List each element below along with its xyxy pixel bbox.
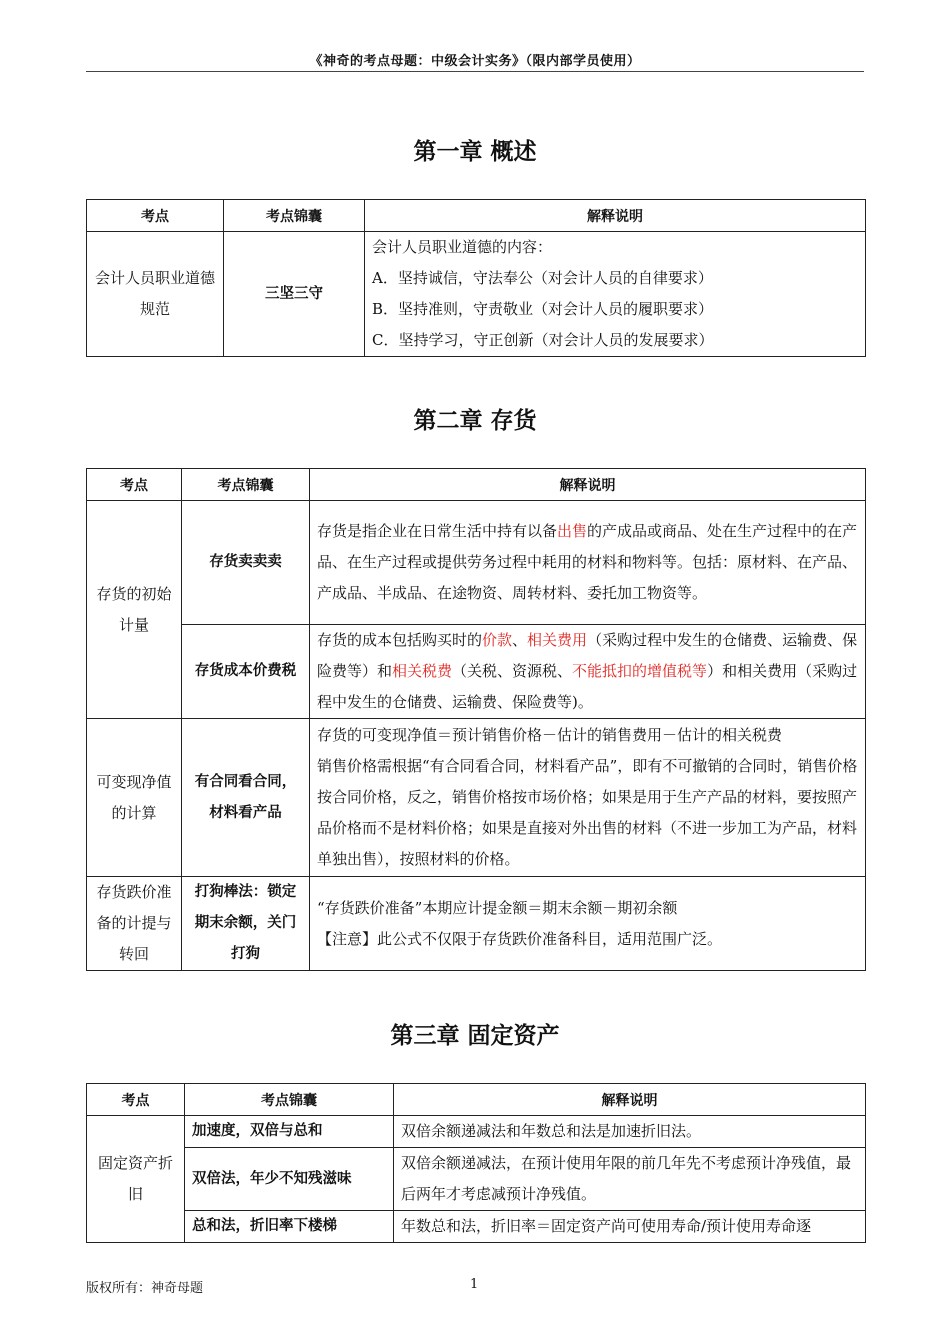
tip-cell: 双倍法，年少不知残滋味 — [185, 1148, 394, 1211]
tip-cell: 存货卖卖卖 — [182, 501, 310, 625]
explain-cell: 年数总和法，折旧率＝固定资产尚可使用寿命/预计使用寿命逐 — [394, 1211, 866, 1243]
tip-cell: 有合同看合同，材料看产品 — [182, 719, 310, 877]
chapter-1-title: 第一章 概述 — [413, 139, 537, 165]
topic-cell: 可变现净值的计算 — [87, 719, 182, 877]
explain-cell — [310, 719, 866, 877]
chapter-3-table — [86, 1083, 866, 1243]
explain-cell — [365, 232, 866, 357]
explain-line: C．坚持学习，守正创新（对会计人员的发展要求） — [372, 331, 714, 349]
explain-cell — [310, 625, 866, 719]
table-row — [87, 1148, 866, 1211]
tip-cell: 总和法，折旧率下楼梯 — [185, 1211, 394, 1243]
explain-cell: 双倍余额递减法，在预计使用年限的前几年先不考虑预计净残值，最后两年才考虑减预计净残值。 — [394, 1148, 866, 1211]
explain-line: A．坚持诚信，守法奉公（对会计人员的自律要求） — [372, 269, 713, 287]
table-header-row — [87, 1084, 866, 1116]
table-row — [87, 877, 866, 971]
header-rule — [86, 71, 864, 72]
explain-text: （关税、资源税、 — [452, 662, 573, 680]
tip-cell: 存货成本价费税 — [182, 625, 310, 719]
col-explain: 解释说明 — [394, 1084, 866, 1116]
col-tip: 考点锦囊 — [182, 469, 310, 501]
highlight-text: 价款 — [482, 631, 513, 649]
explain-text: 存货是指企业在日常生活中持有以备 — [317, 522, 558, 540]
table-row — [87, 232, 866, 357]
explain-text: 存货的成本包括购买时的 — [317, 631, 483, 649]
table-row — [87, 1116, 866, 1148]
table-row — [87, 625, 866, 719]
tip-cell: 三坚三守 — [224, 232, 365, 357]
explain-line: 会计人员职业道德的内容： — [372, 238, 553, 256]
topic-cell: 存货的初始计量 — [87, 501, 182, 719]
topic-cell: 存货跌价准备的计提与转回 — [87, 877, 182, 971]
explain-text: 、 — [512, 631, 528, 649]
topic-cell: 固定资产折旧 — [87, 1116, 185, 1243]
chapter-1-table — [86, 199, 866, 357]
highlight-text: 不能抵扣的增值税等 — [572, 662, 708, 680]
footer-copyright: 版权所有：神奇母题 — [86, 1281, 204, 1296]
tip-cell: 加速度，双倍与总和 — [185, 1116, 394, 1148]
table-header-row — [87, 200, 866, 232]
col-topic: 考点 — [87, 469, 182, 501]
col-topic: 考点 — [87, 200, 224, 232]
explain-line: “存货跌价准备”本期应计提金额＝期末余额－期初余额 — [317, 898, 678, 917]
explain-cell — [310, 877, 866, 971]
explain-cell: 双倍余额递减法和年数总和法是加速折旧法。 — [394, 1116, 866, 1148]
chapter-3-title: 第三章 固定资产 — [390, 1023, 560, 1049]
page-header: 《神奇的考点母题：中级会计实务》（限内部学员使用） — [309, 54, 641, 69]
chapter-2-table — [86, 468, 866, 971]
explain-line: 销售价格需根据“有合同看合同，材料看产品”，即有不可撤销的合同时，销售价格按合同价格，反之，销售价格按市场价格；如果是用于生产产品的材料，要按照产品价格而不是材料价格；如果是直接对外出售的材料（不进一步加工为产品，材料单独出售），按照材料的价格。 — [317, 757, 858, 868]
highlight-text: 相关费用 — [527, 631, 588, 649]
page-number: 1 — [470, 1277, 479, 1292]
topic-cell: 会计人员职业道德规范 — [87, 232, 224, 357]
explain-line: 存货的可变现净值＝预计销售价格－估计的销售费用－估计的相关税费 — [317, 726, 783, 744]
highlight-text: 相关税费 — [392, 662, 453, 680]
explain-text: ）和相关费用（采购过程中发生的仓储费、运输费、保险费等)。 — [317, 662, 858, 711]
col-tip: 考点锦囊 — [224, 200, 365, 232]
table-row — [87, 1211, 866, 1243]
col-tip: 考点锦囊 — [185, 1084, 394, 1116]
col-explain: 解释说明 — [310, 469, 866, 501]
explain-line: 【注意】此公式不仅限于存货跌价准备科目，适用范围广泛。 — [317, 929, 723, 948]
explain-cell — [310, 501, 866, 625]
table-row — [87, 501, 866, 625]
tip-cell: 打狗棒法：锁定期末余额，关门打狗 — [182, 877, 310, 971]
col-explain: 解释说明 — [365, 200, 866, 232]
table-header-row — [87, 469, 866, 501]
highlight-text: 出售 — [557, 522, 588, 540]
explain-text: 的产成品或商品、处在生产过程中的在产品、在生产过程或提供劳务过程中耗用的材料和物料等。包括：原材料、在产品、产成品、半成品、在途物资、周转材料、委托加工物资等。 — [317, 522, 858, 602]
explain-line: B．坚持准则，守责敬业（对会计人员的履职要求） — [372, 300, 714, 318]
col-topic: 考点 — [87, 1084, 185, 1116]
table-row — [87, 719, 866, 877]
explain-text: （采购过程中发生的仓储费、运输费、保险费等）和 — [317, 631, 858, 680]
chapter-2-title: 第二章 存货 — [413, 408, 537, 434]
